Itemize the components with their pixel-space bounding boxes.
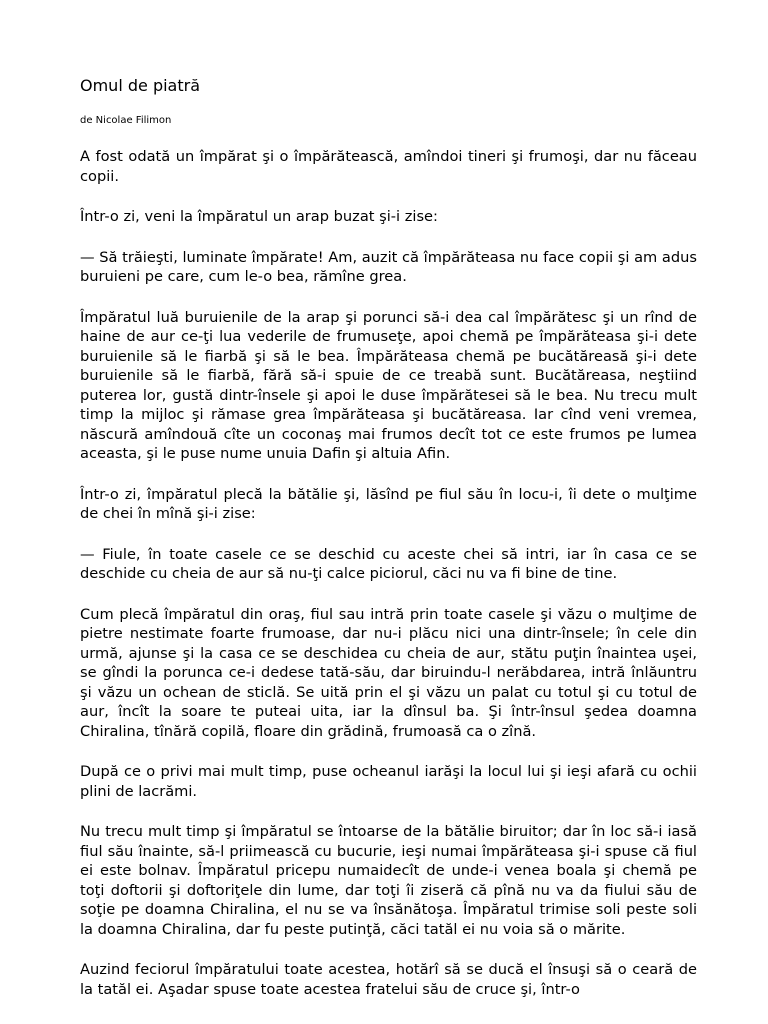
paragraph-9: Nu trecu mult timp şi împăratul se întoarse de la bătălie biruitor; dar în loc să-i iasă fiul său înainte, să-l priimească cu bucurie, ieşi numai împărăteasa şi-i spuse că fiul ei este bolnav. Împăratul pricepu numaidecît de unde-i venea boala şi chemă pe toţi doftorii şi doftoriţele din lume, dar toţi îi ziseră că pînă nu va da fiului său de soţie pe doamna Chiralina, el nu se va însănătoşa. Împăratul trimise soli peste soli la doamna Chiralina, dar fu peste putinţă, căci tatăl ei nu voia să o mărite.	[80, 823, 697, 938]
paragraph-10: Auzind feciorul împăratului toate acestea, hotărî să se ducă el însuşi să o ceară de la tatăl ei. Aşadar spuse toate acestea fratelui său de cruce şi, într-o	[80, 961, 697, 998]
paragraph-6: — Fiule, în toate casele ce se deschid cu aceste chei să intri, iar în casa ce se deschide cu cheia de aur să nu-ţi calce piciorul, căci nu va fi bine de tine.	[80, 545, 697, 582]
document-title: Omul de piatră	[80, 76, 200, 95]
paragraph-4: Împăratul luă buruienile de la arap şi porunci să-i dea cal împărătesc şi un rînd de haine de aur ce-ţi lua vederile de frumuseţe, apoi chemă pe împărăteasa şi-i dete buruienile să le fiarbă şi să le bea. Împărăteasa chemă pe bucătăreasă şi-i dete buruienile să le fiarbă, fără să-i spuie de ce treabă sunt. Bucătăreasa, neştiind puterea lor, gustă dintr-însele şi apoi le duse împărătesei să le bea. Nu trecu mult timp la mijloc şi rămase grea împărăteasa şi bucătăreasa. Iar cînd veni vremea, născură amîndouă cîte un coconaş mai frumos decît tot ce este frumos pe lumea aceasta, şi le puse nume unuia Dafin şi altuia Afin.	[80, 308, 697, 462]
paragraph-5: Într-o zi, împăratul plecă la bătălie şi, lăsînd pe fiul său în locu-i, îi dete o mulţime de chei în mînă şi-i zise:	[80, 485, 697, 522]
document-page	[80, 0, 697, 1024]
paragraph-7: Cum plecă împăratul din oraş, fiul sau intră prin toate casele şi văzu o mulţime de pietre nestimate foarte frumoase, dar nu-i plăcu nici una dintr-însele; în cele din urmă, ajunse şi la casa ce se deschidea cu cheia de aur, stătu puţin înaintea uşei, se gîndi la porunca ce-i dedese tată-său, dar biruindu-l nerăbdarea, intră înlăuntru şi văzu un ochean de sticlă. Se uită prin el şi văzu un palat cu totul şi cu totul de aur, încît la soare te puteai uita, iar la dînsul ba. Şi într-însul şedea doamna Chiralina, tînără copilă, floare din grădină, frumoasă ca o zînă.	[80, 605, 697, 740]
document-body	[80, 147, 697, 1020]
paragraph-2: Într-o zi, veni la împăratul un arap buzat şi-i zise:	[80, 208, 438, 225]
document-author: de Nicolae Filimon	[80, 115, 172, 126]
paragraph-3: — Să trăieşti, luminate împărate! Am, auzit că împărăteasa nu face copii şi am adus buruieni pe care, cum le-o bea, rămîne grea.	[80, 248, 697, 285]
paragraph-8: După ce o privi mai mult timp, puse ocheanul iarăşi la locul lui şi ieşi afară cu ochii plini de lacrămi.	[80, 763, 697, 800]
paragraph-1: A fost odată un împărat şi o împărătească, amîndoi tineri şi frumoşi, dar nu făceau copii.	[80, 148, 697, 185]
